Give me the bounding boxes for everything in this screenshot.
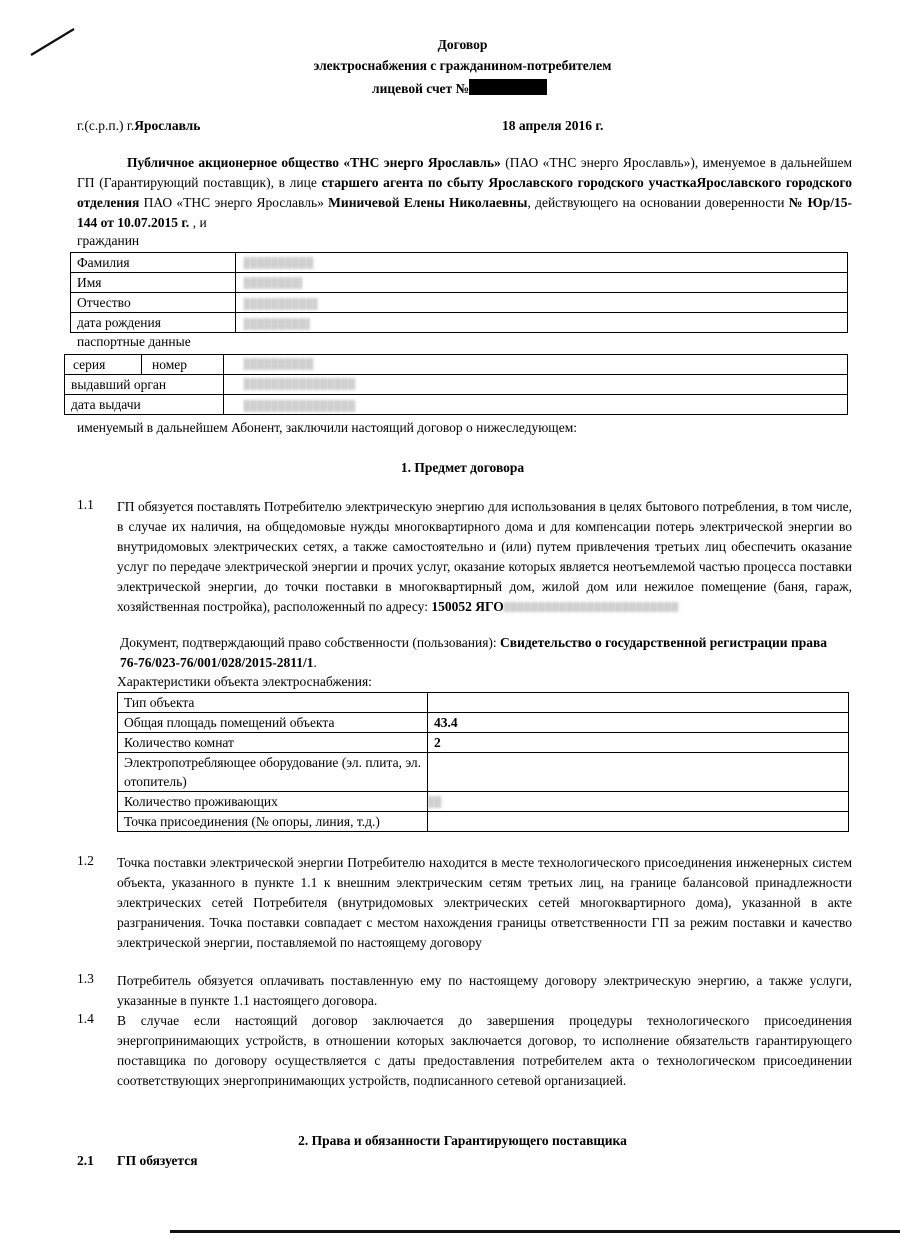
char-label: Общая площадь помещений объекта — [118, 713, 428, 733]
patronymic-value — [236, 293, 848, 313]
doc-value: Свидетельство о государственной регистрации права 76-76/023-76/001/028/2015-2811/1 — [120, 635, 828, 670]
p12-number: 1.2 — [77, 853, 94, 868]
p14-number: 1.4 — [77, 1011, 94, 1026]
char-value: 43.4 — [428, 713, 849, 733]
char-value — [428, 812, 849, 832]
char-label: Тип объекта — [118, 693, 428, 713]
p14-text: В случае если настоящий договор заключается до завершения процедуры технологического присоединения энергопринимающих устройств, в отношении которых заключается договор, то исполнение обязательств гарантирующего поставщика по договору осуществляется с даты предоставления потребителем акта о технологическом присоединении соответствующих энергопринимающих устройств, подписанного сетевой организацией. — [117, 1013, 852, 1088]
document-title: Договор — [437, 37, 488, 52]
p11-number: 1.1 — [77, 497, 94, 512]
section-1-title: 1. Предмет договора — [400, 460, 525, 475]
place-prefix: г.(с.р.п.) г. — [77, 118, 135, 133]
blurred-issue-date — [244, 400, 356, 412]
place-line — [77, 118, 200, 134]
scan-edge-line — [170, 1230, 900, 1233]
p11-text — [117, 497, 852, 617]
issuer-label: выдавший орган — [65, 375, 224, 395]
company-name: Публичное акционерное общество «ТНС энерго Ярославль» — [127, 155, 501, 170]
citizen-table — [70, 252, 848, 333]
account-number-line — [372, 79, 547, 97]
table-row — [118, 713, 849, 733]
table-row — [71, 253, 848, 273]
table-row — [118, 693, 849, 713]
account-label: лицевой счет № — [372, 81, 470, 96]
power-of-attorney: № Юр/15-144 от 10.07.2015 г. — [77, 195, 852, 230]
name-value — [236, 273, 848, 293]
series-label: серия — [65, 355, 142, 374]
char-value: 2 — [428, 733, 849, 753]
surname-value — [236, 253, 848, 273]
intro-paragraph — [77, 153, 852, 233]
number-label: номер — [152, 357, 188, 372]
issue-date-label: дата выдачи — [65, 395, 224, 415]
citizen-label: гражданин — [77, 233, 140, 248]
char-label: Точка присоединения (№ опоры, линия, т.д.) — [118, 812, 428, 832]
p21-text: ГП обязуется — [117, 1153, 198, 1168]
p12-text: Точка поставки электрической энергии Потребителю находится в месте технологического присоединения инженерных систем объекта, указанного в пункте 1.1 к внешним электрическим сетям третьих лиц, на границе балансовой принадлежности электрических сетей Потребителя (внутридомовых электрических сетей многоквартирного дома), указанной в акте разграничения. Точка поставки совпадает с местом нахождения границы ответственности ГП за режим поставки и качество электрической энергии, поставляемой по настоящему договору — [117, 855, 852, 950]
patronymic-label: Отчество — [71, 293, 236, 313]
char-label: Количество комнат — [118, 733, 428, 753]
doc-label: Документ, подтверждающий право собственности (пользования): — [120, 635, 501, 650]
blurred-address — [504, 602, 679, 612]
blurred-name — [244, 277, 302, 289]
blurred-residents-count — [428, 796, 442, 808]
chars-label: Характеристики объекта электроснабжения: — [117, 674, 372, 689]
table-row — [118, 733, 849, 753]
city: Ярославль — [134, 118, 201, 133]
char-label: Количество проживающих — [118, 792, 428, 812]
agent-position: старшего агента по сбыту Ярославского городского участкаЯрославского городского отделения — [77, 175, 852, 210]
name-label: Имя — [71, 273, 236, 293]
char-value — [428, 753, 849, 792]
ownership-document — [120, 633, 840, 673]
p13-number: 1.3 — [77, 971, 94, 986]
p21-number: 2.1 — [77, 1153, 94, 1168]
p13-text: Потребитель обязуется оплачивать поставленную ему по настоящему договору электрическую энергию, а также услуги, указанные в пункте 1.1 настоящего договора. — [117, 973, 852, 1008]
section-2-title: 2. Права и обязанности Гарантирующего поставщика — [298, 1133, 627, 1148]
blurred-patronymic — [244, 298, 318, 310]
pen-stroke-mark — [28, 26, 78, 58]
table-row — [118, 812, 849, 832]
table-row — [65, 395, 848, 415]
table-row — [118, 792, 849, 812]
blurred-surname — [244, 257, 314, 269]
contract-date: 18 апреля 2016 г. — [502, 118, 604, 133]
birth-date-value — [236, 313, 848, 333]
object-characteristics-table — [117, 692, 849, 832]
passport-number-value — [224, 355, 848, 375]
table-row — [65, 355, 848, 375]
intro-text-3: , действующего на основании доверенности — [527, 195, 789, 210]
table-row — [71, 313, 848, 333]
table-row — [118, 753, 849, 792]
char-value — [428, 693, 849, 713]
p11-body: ГП обязуется поставлять Потребителю электрическую энергию для использования в целях бытового потребления, в том числе, в случае их наличия, на общедомовые нужды многоквартирного дома и для компенсации потерь электрической энергии во внутридомовых электрических сетях, а также самостоятельно и (или) путем привлечения третьих лиц обеспечить оказание услуг по передаче электрической энергии и прочих услуг, оказание которых является неотъемлемой частью процесса поставки электрической энергии, до точки поставки в многоквартирный дом, жилой дом или нежилое помещение (баня, гараж, хозяйственная постройка), расположенный по адресу: — [117, 499, 852, 614]
redacted-account-number — [469, 79, 547, 95]
table-row — [71, 273, 848, 293]
table-row — [65, 375, 848, 395]
char-label: Электропотребляющее оборудование (эл. плита, эл. отопитель) — [118, 753, 428, 792]
passport-label: паспортные данные — [77, 334, 191, 349]
subscriber-clause: именуемый в дальнейшем Абонент, заключили настоящий договор о нижеследующем: — [77, 420, 577, 435]
doc-end: . — [313, 655, 317, 670]
surname-label: Фамилия — [71, 253, 236, 273]
blurred-passport-number — [244, 358, 314, 370]
birth-date-label: дата рождения — [71, 313, 236, 333]
passport-table — [64, 354, 848, 415]
table-row — [71, 293, 848, 313]
blurred-issuer — [244, 378, 356, 390]
char-value — [428, 792, 849, 812]
intro-text-4: , и — [189, 215, 207, 230]
intro-text-1: (ПАО «ТНС энерго Ярославль»), именуемое в дальнейшем ГП (Гарантирующий поставщик), в лице — [77, 155, 853, 190]
intro-text-2: ПАО «ТНС энерго Ярославль» — [139, 195, 329, 210]
document-subtitle: электроснабжения с гражданином-потребителем — [313, 58, 612, 73]
blurred-birth-date — [244, 318, 310, 330]
agent-name: Миничевой Елены Николаевны — [328, 195, 528, 210]
p11-address: 150052 ЯГО — [431, 599, 504, 614]
series-number-cell — [65, 355, 224, 375]
